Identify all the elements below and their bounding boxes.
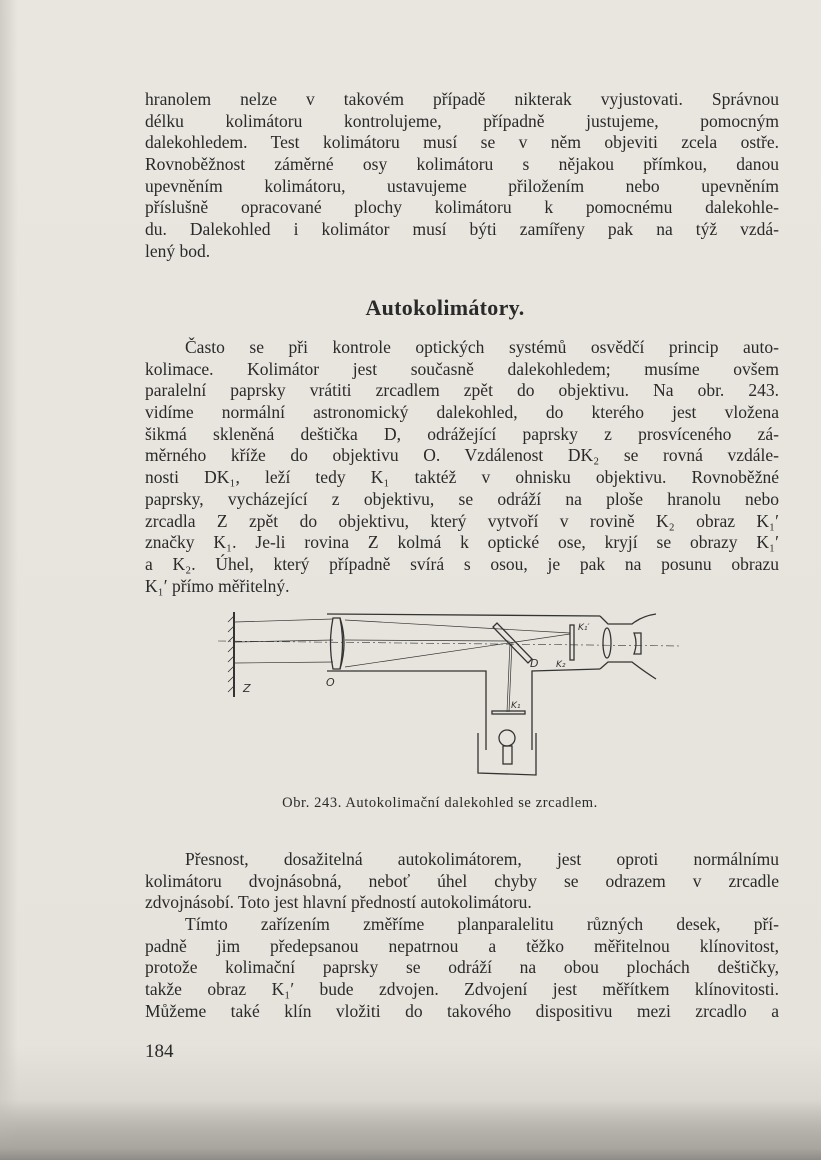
text-line: měrného kříže do objektivu O. Vzdálenost DK₂ se rovná vzdále- (145, 445, 779, 466)
text-line: a K₂. Úhel, který případně svírá s osou, je pak na posunu obrazu (145, 553, 779, 574)
text-line: paprsky, vycházející z objektivu, se odráží na ploše hranolu nebo (145, 488, 779, 509)
text-line: kolimátoru dvojnásobná, neboť úhel chyby se odrazem v zrcadle (145, 870, 779, 891)
reticle-k1 (492, 711, 525, 714)
text-line: Rovnoběžnost záměrné osy kolimátoru s nějakou přímkou, danou (145, 154, 779, 175)
figure-caption: Obr. 243. Autokolimační dalekohled se zrcadlem. (282, 795, 598, 811)
text-line: padně jim předepsanou nepatrnou a těžko měřitelnou klínovitost, (145, 935, 779, 956)
text-line: šikmá skleněná deštička D, odrážející paprsky z prosvíceného zá- (145, 423, 779, 444)
text-line: du. Dalekohled i kolimátor musí býti zamířeny pak na týž vzdá- (145, 219, 779, 240)
text-line: délku kolimátoru kontrolujeme, případně justujeme, pomocným (145, 110, 779, 131)
text-line: paralelní paprsky vrátiti zrcadlem zpět do objektivu. Na obr. 243. (145, 380, 779, 401)
lamp-housing (478, 733, 536, 775)
rays (235, 619, 570, 712)
label-k1-prime: K₁′ (578, 623, 590, 633)
text-line: K₁′ přímo měřitelný. (145, 575, 290, 596)
tube-bottom-left (327, 671, 486, 750)
text-line: takže obraz K₁′ bude zdvojen. Zdvojení jest měřítkem klínovitosti. (145, 979, 779, 1000)
text-line: zrcadla Z zpět do objektivu, který vytvoří v rovině K₂ obraz K₁′ (145, 510, 779, 531)
paragraph-4 (145, 914, 779, 1022)
text-line: vidíme normální astronomický dalekohled, do kterého jest vložena (145, 402, 779, 423)
page-number: 184 (145, 1041, 174, 1062)
label-z: Z (243, 682, 251, 695)
text-line: příslušně opracované plochy kolimátoru k pomocnému dalekohle- (145, 197, 779, 218)
scan-bottom-edge (0, 1100, 821, 1160)
lamp-bulb (499, 730, 515, 746)
label-d: D (530, 657, 539, 670)
section-heading: Autokolimátory. (365, 295, 525, 320)
text-line: dalekohledem. Test kolimátoru musí se v něm objeviti zcela ostře. (145, 132, 779, 153)
reticle-k2 (570, 625, 574, 660)
text-line: kolimace. Kolimátor jest současně dalekohledem; musíme ovšem (145, 358, 779, 379)
eyepiece-lens-1 (603, 628, 611, 658)
tube-top (327, 614, 600, 616)
text-line: nosti DK₁, leží tedy K₁ taktéž v ohnisku objektivu. Rovnoběžné (145, 467, 779, 488)
eyepiece-top (600, 614, 656, 624)
label-o: O (326, 676, 335, 689)
text-line: značky K₁. Je-li rovina Z kolmá k optické ose, kryjí se obrazy K₁′ (145, 532, 779, 553)
tube-bottom-right (532, 669, 600, 750)
text-line: lený bod. (145, 240, 211, 261)
text-line: Můžeme také klín vložiti do takového dispositivu mezi zrcadlo a (145, 1000, 779, 1021)
paragraph-3 (145, 849, 779, 914)
objective-lens (331, 618, 343, 669)
text-line: Tímto zařízením změříme planparalelitu různých desek, pří- (185, 914, 779, 934)
text-line: upevněním kolimátoru, ustavujeme přiložením nebo upevněním (145, 175, 779, 196)
text-line: protože kolimační paprsky se odráží na obou plochách deštičky, (145, 957, 779, 978)
text-line: zdvojnásobí. Toto jest hlavní předností autokolimátoru. (145, 892, 532, 913)
label-k1: K₁ (511, 701, 521, 711)
eyepiece-bottom (600, 662, 656, 679)
eyepiece-lens-2 (634, 633, 641, 654)
label-k2: K₂ (556, 660, 566, 670)
text-line: Často se při kontrole optických systémů osvědčí princip auto- (185, 337, 779, 357)
text-line: Přesnost, dosažitelná autokolimátorem, jest oproti normálnímu (185, 849, 779, 869)
text-line: hranolem nelze v takovém případě nikterak vyjustovati. Správnou (145, 89, 779, 109)
lamp-socket (503, 746, 512, 764)
